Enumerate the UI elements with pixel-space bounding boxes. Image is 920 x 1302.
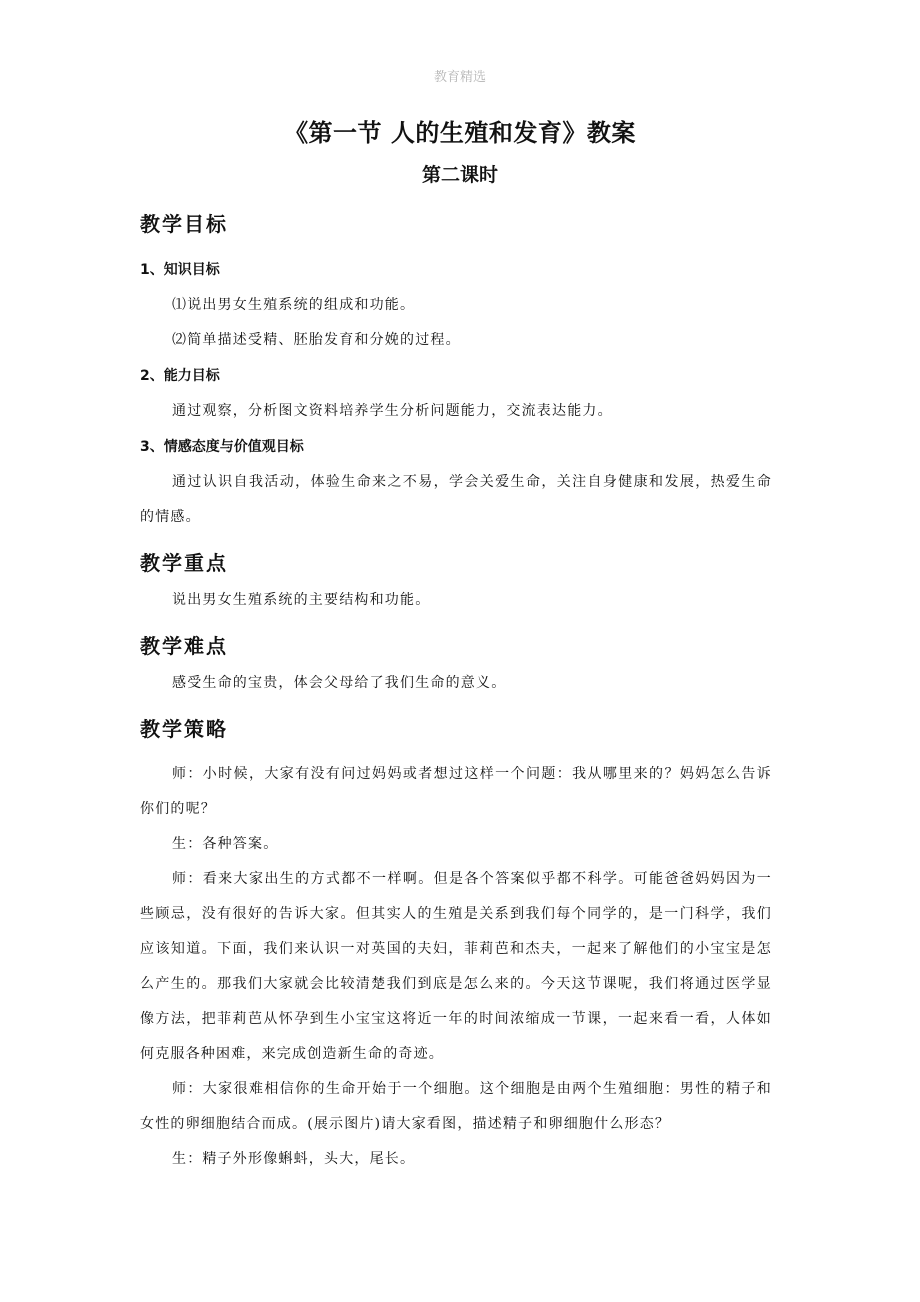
watermark-header: 教育精选 (433, 70, 486, 85)
page-title: 《第一节 人的生殖和发育》教案 (284, 119, 636, 147)
knowledge-item-1: ⑴说出男女生殖系统的组成和功能。 (172, 297, 416, 313)
strategy-paragraph: 师：大家很难相信你的生命开始于一个细胞。这个细胞是由两个生殖细胞：男性的精子和女性的卵细胞结合而成。(展示图片)请大家看图，描述精子和卵细胞什么形态？ (140, 1081, 772, 1132)
ability-text: 通过观察，分析图文资料培养学生分析问题能力，交流表达能力。 (172, 403, 613, 419)
key-points-text: 说出男女生殖系统的主要结构和功能。 (172, 592, 431, 608)
subheading-knowledge: 1、知识目标 (140, 262, 220, 278)
page-subtitle: 第二课时 (421, 164, 498, 186)
subheading-ability: 2、能力目标 (140, 368, 220, 384)
strategy-paragraph: 生：精子外形像蝌蚪，头大，尾长。 (172, 1151, 416, 1167)
subheading-emotion: 3、情感态度与价值观目标 (140, 439, 304, 455)
section-heading-key-points: 教学重点 (140, 551, 228, 575)
knowledge-item-2: ⑵简单描述受精、胚胎发育和分娩的过程。 (172, 332, 461, 348)
document-body (140, 204, 772, 1177)
emotion-text: 通过认识自我活动，体验生命来之不易，学会关爱生命，关注自身健康和发展，热爱生命的情感。 (140, 474, 772, 525)
section-heading-objectives: 教学目标 (140, 212, 228, 236)
strategy-paragraph: 师：小时候，大家有没有问过妈妈或者想过这样一个问题：我从哪里来的？妈妈怎么告诉你们的呢？ (140, 766, 772, 817)
section-heading-difficulties: 教学难点 (140, 634, 228, 658)
strategy-paragraph: 师：看来大家出生的方式都不一样啊。但是各个答案似乎都不科学。可能爸爸妈妈因为一些顾忌，没有很好的告诉大家。但其实人的生殖是关系到我们每个同学的，是一门科学，我们应该知道。下面，我们来认识一对英国的夫妇，菲莉芭和杰夫，一起来了解他们的小宝宝是怎么产生的。那我们大家就会比较清楚我们到底是怎么来的。今天这节课呢，我们将通过医学显像方法，把菲莉芭从怀孕到生小宝宝这将近一年的时间浓缩成一节课，一起来看一看，人体如何克服各种困难，来完成创造新生命的奇迹。 (140, 871, 772, 1062)
difficulties-text: 感受生命的宝贵，体会父母给了我们生命的意义。 (172, 675, 507, 691)
section-heading-strategy: 教学策略 (140, 717, 228, 741)
strategy-paragraph: 生：各种答案。 (172, 836, 279, 852)
